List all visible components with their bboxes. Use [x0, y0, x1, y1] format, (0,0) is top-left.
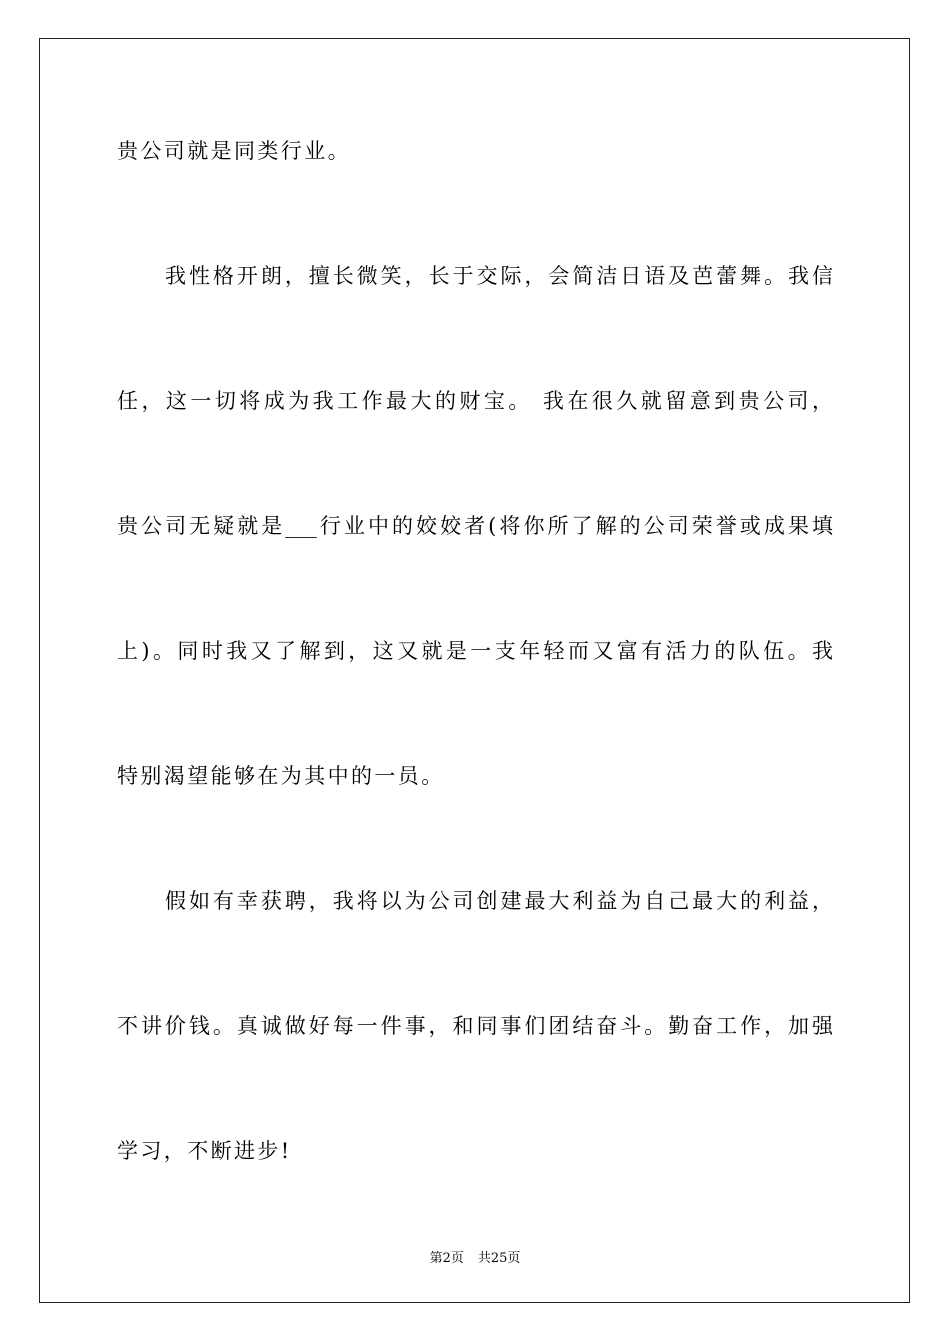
- paragraph-line-5: 上)。同时我又了解到，这又就是一支年轻而又富有活力的队伍。我: [117, 639, 833, 663]
- page-footer: [0, 1247, 950, 1266]
- page-number: 第2页: [429, 1251, 464, 1266]
- page-border: [39, 38, 910, 1303]
- paragraph-line-4: 贵公司无疑就是___行业中的姣姣者(将你所了解的公司荣誉或成果填: [117, 514, 833, 538]
- paragraph-line-9: 学习，不断进步!: [117, 1139, 292, 1163]
- paragraph-line-3: 任，这一切将成为我工作最大的财宝。 我在很久就留意到贵公司，: [117, 389, 833, 413]
- paragraph-line-8: 不讲价钱。真诚做好每一件事，和同事们团结奋斗。勤奋工作，加强: [117, 1014, 833, 1038]
- paragraph-line-6: 特别渴望能够在为其中的一员。: [117, 764, 445, 788]
- page-total: 共25页: [477, 1251, 521, 1266]
- paragraph-line-7: 假如有幸获聘，我将以为公司创建最大利益为自己最大的利益，: [165, 889, 833, 913]
- paragraph-line-1: 贵公司就是同类行业。: [117, 139, 351, 163]
- paragraph-line-2: 我性格开朗，擅长微笑，长于交际，会简洁日语及芭蕾舞。我信: [165, 264, 833, 288]
